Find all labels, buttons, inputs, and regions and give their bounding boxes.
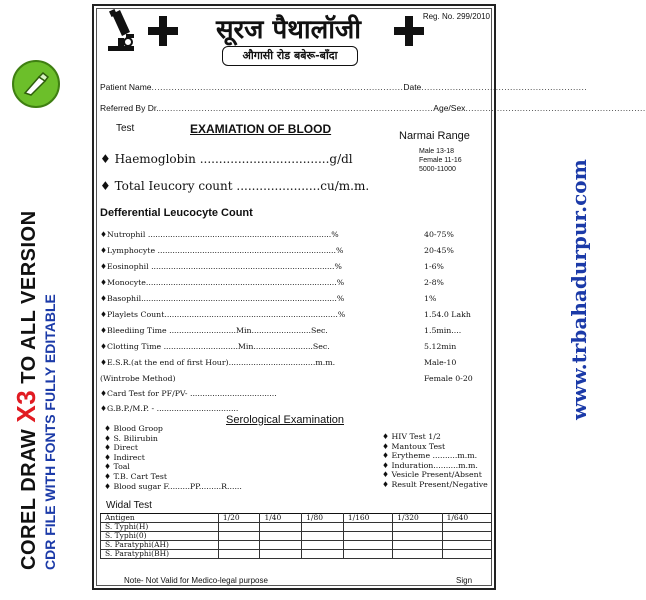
table-row: S. Typhi(H) [101, 523, 492, 532]
widal-table [100, 513, 492, 559]
dlc-row: (Wintrobe Method) Female 0-20 [100, 374, 473, 383]
list-item: ♦ Induration..........m.m. [382, 460, 478, 470]
lab-address: औगासी रोड बबेरू-बाँदा [222, 46, 358, 66]
tlc-row: ♦ Total Ieucory count ......................cu/m.m. [100, 179, 370, 193]
serological-left-list [104, 424, 242, 491]
list-item: ♦ Toal [104, 462, 130, 472]
table-row: Antigen 1/20 1/40 1/80 1/160 1/320 1/640 [101, 514, 492, 523]
patient-name-label: Patient Name [100, 82, 152, 92]
list-item: ♦ Result Present/Negative [382, 479, 488, 489]
list-item: ♦ Erytheme ..........m.m. [382, 451, 478, 461]
registration-number: Reg. No. 299/2010 [422, 12, 490, 21]
test-column-label: Test [116, 123, 135, 134]
promo-line-1: COREL DRAW X3 TO ALL VERSION [11, 210, 41, 570]
range-values: Male 13-18 Female 11-16 5000-11000 [419, 148, 462, 173]
dlc-row: ♦G.B.P./M.P. - ................................. [100, 404, 239, 413]
dlc-row: ♦Eosinophil ..........................................................................% 1-6% [100, 262, 444, 271]
website-label: www.trbahadurpur.com [567, 159, 591, 420]
medical-cross-icon [394, 16, 424, 46]
dlc-row: ♦E.S.R.(at the end of first Hour)...................................m.m. Male-10 [100, 358, 457, 367]
dlc-row: ♦Clotting Time ..............................Min........................Sec. 5.12min [100, 342, 457, 351]
list-item: ♦ S. Bilirubin [104, 433, 158, 443]
dlc-row: ♦Nutrophil ..........................................................................% 40-75% [100, 230, 454, 239]
exam-title: EXAMIATION OF BLOOD [190, 122, 332, 136]
list-item: ♦ Direct [104, 443, 139, 453]
widal-title: Widal Test [106, 500, 152, 511]
list-item: ♦ Blood sugar F.........PP.........R...... [104, 481, 242, 491]
patient-name-line: Patient Name........................................................................................Date.......................................................... [100, 82, 588, 92]
medical-cross-icon [148, 16, 178, 46]
dlc-row: ♦Basophil...............................................................................% 1% [100, 294, 437, 303]
date-label: Date [403, 82, 422, 92]
promo-line-2: CDR FILE WITH FONTS FULLY EDITABLE [42, 294, 58, 570]
referred-line: Referred By Dr.................................................................................................Age/Sex............................................................... [100, 103, 646, 113]
serological-right-list [382, 432, 488, 490]
table-row: S. Paratyphi(AH) [101, 541, 492, 550]
normal-range-label: Narmai Range [399, 130, 470, 142]
promo-strip-right [564, 90, 594, 430]
table-row: S. Typhi(0) [101, 532, 492, 541]
lab-title: सूरज पैथालॉजी [215, 15, 362, 45]
microscope-icon [104, 8, 138, 52]
dlc-row: ♦Card Test for PF/PV- ................................... [100, 389, 277, 398]
serological-title: Serological Examination [226, 414, 345, 426]
dlc-row: ♦Monocyte.............................................................................% 2-8% [100, 278, 444, 287]
list-item: ♦ Vesicle Present/Absent [382, 470, 482, 480]
signature-label: Sign [456, 576, 473, 585]
list-item: ♦ Mantoux Test [382, 441, 446, 451]
report-header [94, 6, 494, 72]
dlc-row: ♦Bleediing Time ...........................Min........................Sec. 1.5min.... [100, 326, 462, 335]
corel-logo-icon [12, 60, 60, 108]
list-item: ♦ Blood Groop [104, 424, 163, 433]
list-item: ♦ T.B. Cart Test [104, 471, 167, 481]
haemoglobin-row: ♦ Haemoglobin ..................................g/dl [100, 152, 353, 166]
promo-strip-left [12, 60, 62, 580]
differential-title: Defferential Leucocyte Count [100, 207, 253, 219]
dlc-row: ♦Lymphocyte ........................................................................% 20-45% [100, 246, 454, 255]
footer-note: Note- Not Valid for Medico-legal purpose [124, 576, 268, 585]
list-item: ♦ Indirect [104, 452, 145, 462]
table-row: S. Paratyphi(BH) [101, 550, 492, 559]
age-sex-label: Age/Sex [433, 103, 466, 113]
list-item: ♦ HIV Test 1/2 [382, 432, 441, 441]
referred-label: Referred By Dr. [100, 103, 159, 113]
dlc-row: ♦Playlets Count......................................................................% 1.54.0 Lakh [100, 310, 471, 319]
